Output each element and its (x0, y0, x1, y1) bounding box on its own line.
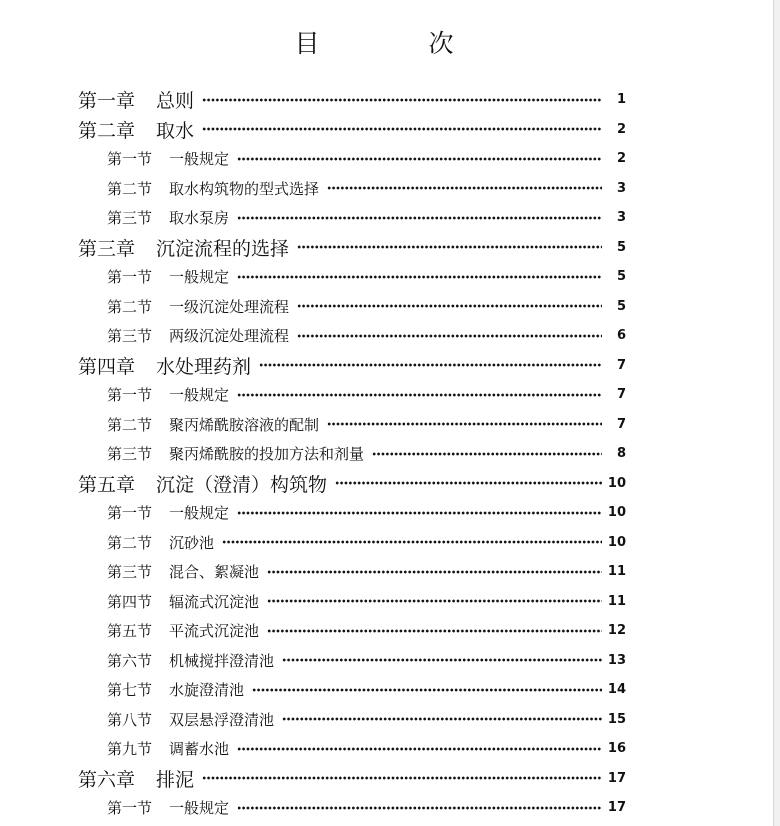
toc-entry-page-number: 15 (607, 711, 626, 727)
toc-entry-chapter[interactable] (0, 764, 780, 794)
toc-entry-number: 第五章 (78, 473, 136, 496)
dot-leader (237, 506, 602, 520)
toc-entry-label (78, 352, 251, 379)
toc-entry-section[interactable] (0, 321, 780, 351)
toc-entry-page-number: 1 (616, 92, 626, 108)
toc-entry-page-number: 8 (616, 446, 626, 462)
toc-entry-number: 第三节 (107, 209, 153, 228)
toc-entry-page-number: 5 (616, 269, 626, 285)
toc-entry-page-number: 5 (616, 239, 626, 255)
toc-entry-page-number: 16 (607, 741, 626, 757)
toc-entry-title: 一般规定 (169, 799, 230, 818)
toc-entry-label (78, 86, 194, 113)
toc-entry-chapter[interactable] (0, 351, 780, 381)
dot-leader (202, 93, 602, 107)
toc-entry-title: 沉淀（澄清）构筑物 (156, 473, 328, 496)
toc-entry-title: 一般规定 (169, 386, 230, 405)
dot-leader (237, 270, 602, 284)
toc-entry-title: 排泥 (156, 768, 195, 791)
toc-entry-number: 第一章 (78, 90, 136, 113)
dot-leader (297, 240, 602, 254)
toc-entry-title: 辐流式沉淀池 (169, 592, 260, 611)
toc-entry-label (78, 765, 194, 792)
toc-entry-number: 第六章 (78, 768, 136, 791)
toc-entry-section[interactable] (0, 292, 780, 322)
table-of-contents (0, 85, 780, 823)
toc-entry-number: 第一节 (107, 150, 153, 169)
toc-entry-title: 取水 (156, 119, 195, 142)
dot-leader (237, 152, 602, 166)
toc-entry-label (78, 470, 327, 497)
toc-entry-number: 第三节 (107, 327, 153, 346)
toc-entry-section[interactable] (0, 528, 780, 558)
toc-entry-page-number: 3 (616, 180, 626, 196)
toc-entry-page-number: 14 (607, 682, 626, 698)
toc-entry-title: 取水泵房 (169, 209, 230, 228)
toc-entry-number: 第二章 (78, 119, 136, 142)
toc-entry-section[interactable] (0, 646, 780, 676)
toc-entry-title: 聚丙烯酰胺溶液的配制 (169, 415, 320, 434)
toc-entry-number: 第三节 (107, 445, 153, 464)
toc-entry-section[interactable] (0, 174, 780, 204)
toc-entry-title: 聚丙烯酰胺的投加方法和剂量 (169, 445, 365, 464)
toc-entry-label (107, 207, 229, 228)
toc-entry-label (107, 591, 259, 612)
dot-leader (282, 712, 602, 726)
toc-entry-number: 第二节 (107, 297, 153, 316)
dot-leader (237, 211, 602, 225)
toc-entry-number: 第四节 (107, 592, 153, 611)
toc-entry-title: 机械搅拌澄清池 (169, 651, 275, 670)
toc-entry-label (107, 709, 274, 730)
dot-leader (327, 181, 602, 195)
toc-entry-label (107, 414, 319, 435)
toc-entry-label (107, 650, 274, 671)
dot-leader (252, 683, 602, 697)
toc-entry-page-number: 10 (607, 534, 626, 550)
toc-entry-label (107, 797, 229, 818)
toc-entry-number: 第六节 (107, 651, 153, 670)
toc-entry-title: 一般规定 (169, 504, 230, 523)
toc-entry-label (107, 325, 289, 346)
toc-entry-section[interactable] (0, 144, 780, 174)
toc-entry-title: 总则 (156, 90, 195, 113)
toc-entry-page-number: 7 (616, 416, 626, 432)
toc-entry-page-number: 11 (607, 593, 626, 609)
toc-entry-label (107, 443, 364, 464)
toc-entry-title: 水旋澄清池 (169, 681, 245, 700)
toc-entry-title: 一般规定 (169, 150, 230, 169)
toc-entry-label (107, 148, 229, 169)
toc-entry-section[interactable] (0, 262, 780, 292)
toc-entry-title: 取水构筑物的型式选择 (169, 179, 320, 198)
toc-entry-label (107, 178, 319, 199)
toc-entry-section[interactable] (0, 734, 780, 764)
toc-entry-label (78, 234, 289, 261)
toc-entry-number: 第二节 (107, 533, 153, 552)
toc-entry-number: 第一节 (107, 799, 153, 818)
dot-leader (327, 417, 602, 431)
dot-leader (297, 329, 602, 343)
toc-entry-page-number: 13 (607, 652, 626, 668)
toc-entry-page-number: 17 (607, 770, 626, 786)
toc-entry-number: 第一节 (107, 504, 153, 523)
dot-leader (222, 535, 602, 549)
dot-leader (267, 565, 602, 579)
toc-entry-number: 第二节 (107, 415, 153, 434)
toc-entry-section[interactable] (0, 439, 780, 469)
toc-entry-label (107, 384, 229, 405)
toc-entry-section[interactable] (0, 498, 780, 528)
toc-entry-page-number: 6 (616, 328, 626, 344)
toc-entry-label (107, 296, 289, 317)
toc-entry-title: 调蓄水池 (169, 740, 230, 759)
toc-entry-label (107, 266, 229, 287)
dot-leader (282, 653, 602, 667)
toc-entry-number: 第七节 (107, 681, 153, 700)
toc-entry-section[interactable] (0, 203, 780, 233)
toc-entry-page-number: 11 (607, 564, 626, 580)
dot-leader (267, 624, 602, 638)
toc-entry-section[interactable] (0, 616, 780, 646)
toc-entry-label (78, 116, 194, 143)
dot-leader (237, 388, 602, 402)
toc-entry-section[interactable] (0, 675, 780, 705)
toc-entry-section[interactable] (0, 587, 780, 617)
toc-entry-section[interactable] (0, 380, 780, 410)
toc-entry-title: 两级沉淀处理流程 (169, 327, 290, 346)
toc-entry-page-number: 2 (616, 121, 626, 137)
toc-entry-label (107, 620, 259, 641)
toc-entry-number: 第五节 (107, 622, 153, 641)
toc-entry-page-number: 3 (616, 210, 626, 226)
toc-entry-page-number: 7 (616, 387, 626, 403)
toc-entry-title: 双层悬浮澄清池 (169, 710, 275, 729)
toc-entry-label (107, 532, 214, 553)
toc-entry-number: 第一节 (107, 386, 153, 405)
toc-entry-number: 第九节 (107, 740, 153, 759)
toc-entry-number: 第三节 (107, 563, 153, 582)
toc-entry-number: 第八节 (107, 710, 153, 729)
toc-entry-page-number: 5 (616, 298, 626, 314)
toc-entry-chapter[interactable] (0, 233, 780, 263)
toc-entry-label (107, 738, 229, 759)
toc-entry-page-number: 17 (607, 800, 626, 816)
toc-entry-title: 一级沉淀处理流程 (169, 297, 290, 316)
toc-entry-page-number: 10 (607, 475, 626, 491)
toc-entry-page-number: 2 (616, 151, 626, 167)
toc-title: 目 次 (294, 29, 496, 58)
toc-entry-title: 平流式沉淀池 (169, 622, 260, 641)
toc-entry-page-number: 10 (607, 505, 626, 521)
toc-entry-section[interactable] (0, 557, 780, 587)
toc-entry-title: 沉淀流程的选择 (156, 237, 290, 260)
dot-leader (335, 476, 602, 490)
dot-leader (237, 801, 602, 815)
toc-entry-chapter[interactable] (0, 469, 780, 499)
toc-entry-title: 水处理药剂 (156, 355, 252, 378)
dot-leader (297, 299, 602, 313)
toc-entry-chapter[interactable] (0, 85, 780, 115)
toc-entry-number: 第一节 (107, 268, 153, 287)
toc-entry-page-number: 7 (616, 357, 626, 373)
dot-leader (202, 771, 602, 785)
dot-leader (259, 358, 602, 372)
toc-entry-page-number: 12 (607, 623, 626, 639)
dot-leader (237, 742, 602, 756)
toc-entry-label (107, 502, 229, 523)
toc-entry-number: 第二节 (107, 179, 153, 198)
toc-entry-section[interactable] (0, 793, 780, 823)
toc-entry-title: 一般规定 (169, 268, 230, 287)
toc-entry-label (107, 561, 259, 582)
toc-entry-label (107, 679, 244, 700)
toc-entry-title: 混合、絮凝池 (169, 563, 260, 582)
toc-entry-number: 第四章 (78, 355, 136, 378)
toc-entry-section[interactable] (0, 705, 780, 735)
dot-leader (267, 594, 602, 608)
dot-leader (202, 122, 602, 136)
toc-entry-section[interactable] (0, 410, 780, 440)
toc-entry-chapter[interactable] (0, 115, 780, 145)
toc-entry-number: 第三章 (78, 237, 136, 260)
dot-leader (372, 447, 602, 461)
toc-entry-title: 沉砂池 (169, 533, 215, 552)
